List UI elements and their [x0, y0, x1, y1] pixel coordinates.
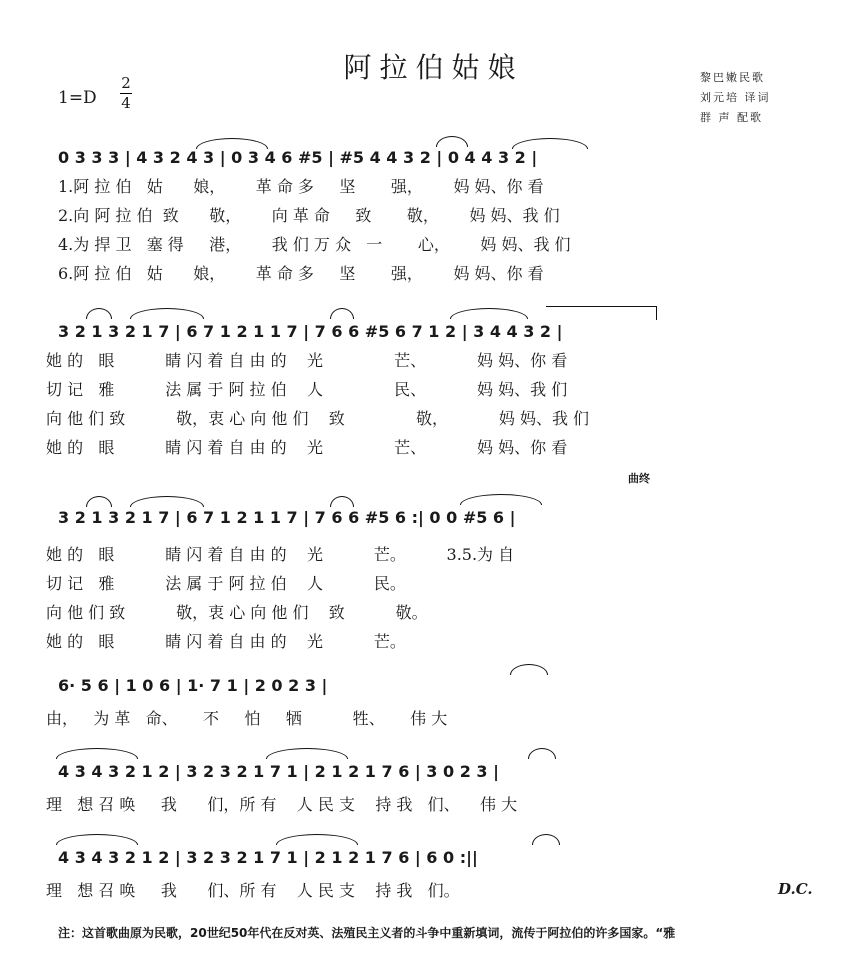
credit-arranger: 群 声 配歌 [700, 111, 763, 124]
end-mark: 曲终 [628, 472, 650, 485]
lyrics-5: 理 想 召 唤 我 们，所 有 人 民 支 持 我 们、 伟 大 [46, 795, 518, 814]
song-title: 阿拉伯姑娘 [343, 51, 524, 84]
notes-line-6: 4 3 4 3 2 1 2 | 3 2 3 2 1 7 1 | 2 1 2 1 7 6 | 6 0 :|| [58, 848, 478, 867]
time-signature-bottom: 4 [121, 94, 131, 112]
footnote: 注：这首歌曲原为民歌，20世纪50年代在反对英、法殖民主义者的斗争中重新填词，流传于阿拉伯的许多国家。“雅 [58, 926, 676, 940]
lyrics-1-verse-4: 4.为 捍 卫 塞 得 港， 我 们 万 众 一 心， 妈 妈、我 们 [58, 235, 571, 254]
notes-line-4: 6· 5 6 | 1 0 6 | 1· 7 1 | 2 0 2 3 | [58, 676, 328, 695]
lyrics-1-verse-1: 1.阿 拉 伯 姑 娘， 革 命 多 坚 强， 妈 妈、你 看 [58, 177, 544, 196]
lyrics-1-verse-6: 6.阿 拉 伯 姑 娘， 革 命 多 坚 强， 妈 妈、你 看 [58, 264, 544, 283]
key-signature: 1=D [58, 88, 97, 108]
lyrics-2-verse-2: 切 记 雅 法 属 于 阿 拉 伯 人 民、 妈 妈、我 们 [46, 380, 568, 399]
lyrics-2-verse-6: 她 的 眼 睛 闪 着 自 由 的 光 芒、 妈 妈、你 看 [46, 438, 568, 457]
lyrics-6: 理 想 召 唤 我 们、所 有 人 民 支 持 我 们。 [46, 881, 460, 900]
lyrics-1-verse-2: 2.向 阿 拉 伯 致 敬， 向 革 命 致 敬， 妈 妈、我 们 [58, 206, 560, 225]
notes-line-5: 4 3 4 3 2 1 2 | 3 2 3 2 1 7 1 | 2 1 2 1 7 6 | 3 0 2 3 | [58, 762, 499, 781]
lyrics-4: 由， 为 革 命、 不 怕 牺 牲、 伟 大 [46, 709, 448, 728]
lyrics-3-verse-6: 她 的 眼 睛 闪 着 自 由 的 光 芒。 [46, 632, 406, 651]
time-signature [118, 74, 134, 113]
notes-line-2: 3 2 1 3 2 1 7 | 6 7 1 2 1 1 7 | 7 6 6 #5 6 7 1 2 | 3 4 4 3 2 | [58, 322, 563, 341]
notes-line-1: 0 3 3 3 | 4 3 2 4 3 | 0 3 4 6 #5 | #5 4 4 3 2 | 0 4 4 3 2 | [58, 148, 538, 167]
lyrics-2-verse-1: 她 的 眼 睛 闪 着 自 由 的 光 芒、 妈 妈、你 看 [46, 351, 568, 370]
lyrics-3-verse-1: 她 的 眼 睛 闪 着 自 由 的 光 芒。 3.5.为 自 [46, 545, 515, 564]
notes-line-3: 3 2 1 3 2 1 7 | 6 7 1 2 1 1 7 | 7 6 6 #5 6 :| 0 0 #5 6 | [58, 508, 516, 527]
lyrics-3-verse-4: 向 他 们 致 敬，衷 心 向 他 们 致 敬。 [46, 603, 428, 622]
time-signature-top: 2 [121, 74, 131, 92]
credit-translator: 刘元培 译词 [700, 91, 771, 104]
da-capo-mark: D.C. [778, 880, 813, 898]
credits [700, 68, 771, 128]
lyrics-2-verse-4: 向 他 们 致 敬，衷 心 向 他 们 致 敬， 妈 妈、我 们 [46, 409, 590, 428]
lyrics-3-verse-2: 切 记 雅 法 属 于 阿 拉 伯 人 民。 [46, 574, 406, 593]
credit-origin: 黎巴嫩民歌 [700, 71, 765, 84]
